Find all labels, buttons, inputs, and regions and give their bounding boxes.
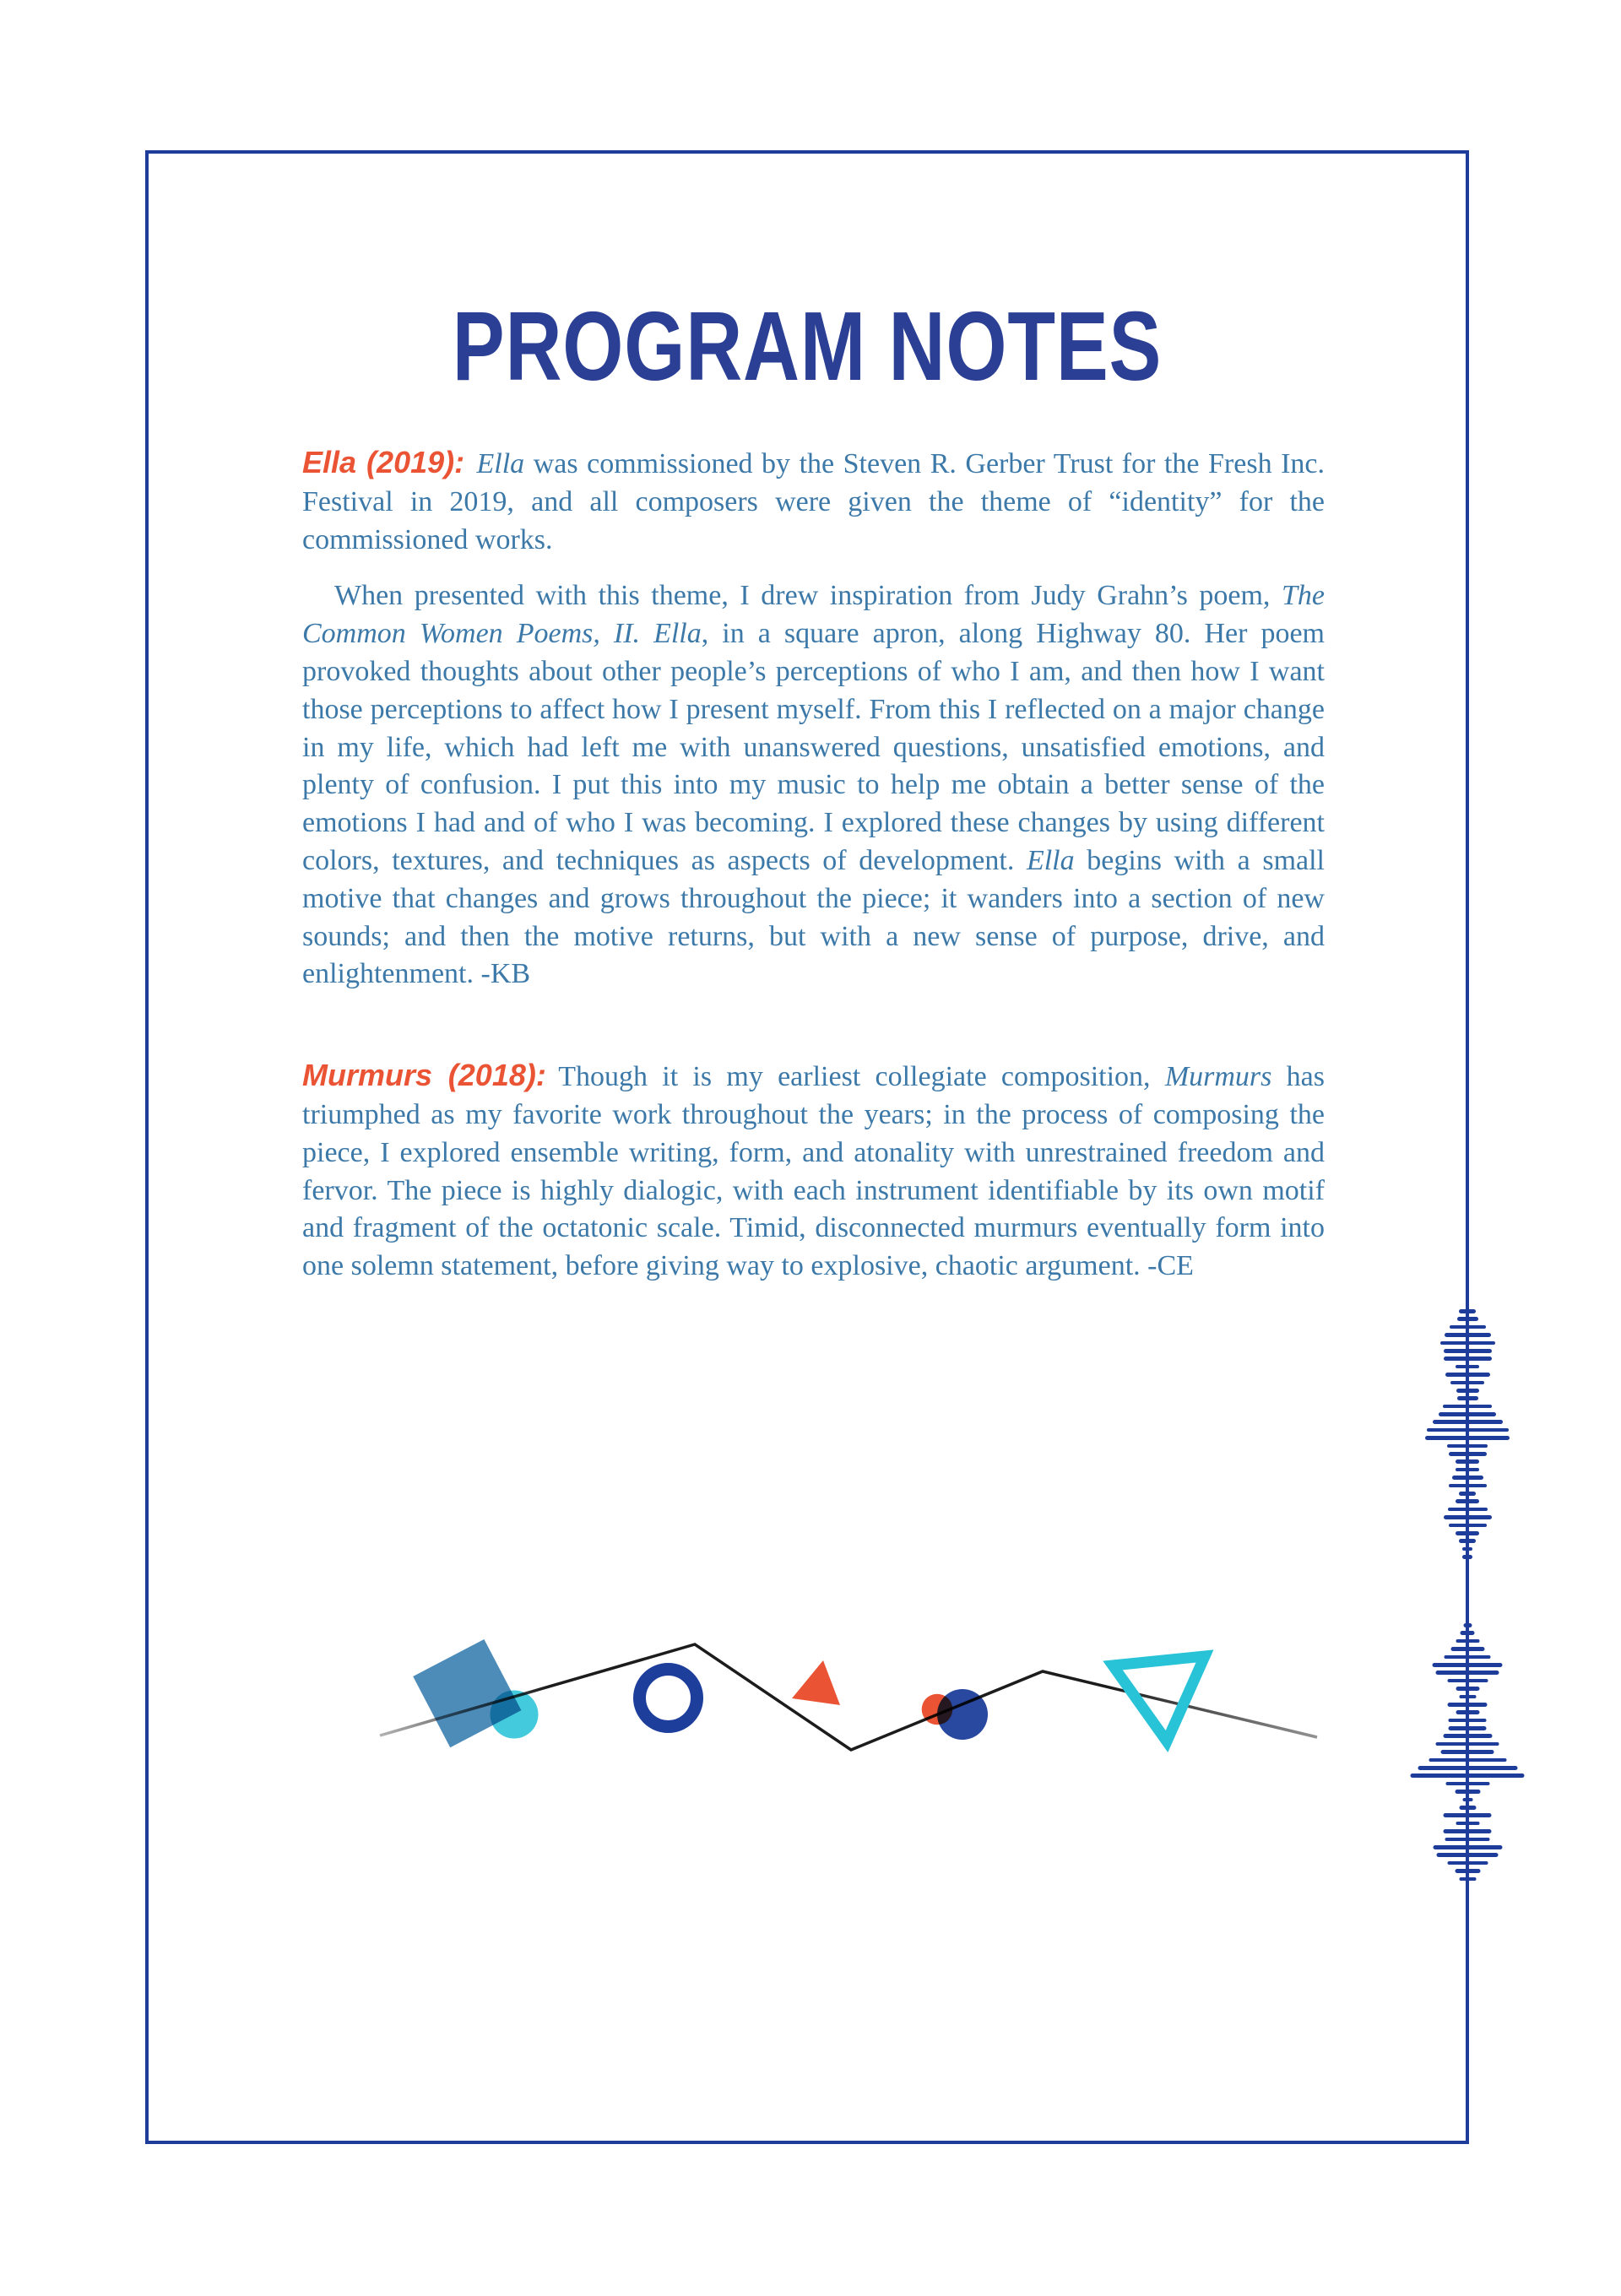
soundwave-bar <box>1436 1671 1499 1675</box>
soundwave-bar <box>1462 1547 1472 1551</box>
soundwave-bar <box>1459 1877 1476 1882</box>
soundwave-bar <box>1456 1365 1479 1369</box>
note-paragraph: When presented with this theme, I drew inspiration from Judy Grahn’s poem, The Common Women Poems, II. Ella, in a square apron, along Highway 80. Her poem provoked thoughts about other people’s perceptions of who I am, and then how I want those perceptions to affect how I present myself. From this I reflected on a major change in my life, which had left me with unanswered questions, unsatisfied emotions, and plenty of confusion. I put this into my music to help me obtain a better sense of the emotions I had and of who I was becoming. I explored these changes by using different colors, textures, and techniques as aspects of development. Ella begins with a small motive that changes and grows throughout the piece; it wanders into a section of new sounds; and then the motive returns, but with a new sense of purpose, drive, and enlightenment. -KB <box>302 580 1325 990</box>
soundwave-bar <box>1456 1459 1479 1464</box>
soundwave-bar <box>1427 1428 1509 1432</box>
soundwave-bar <box>1449 1452 1487 1456</box>
soundwave-bar <box>1441 1750 1494 1754</box>
soundwave-bar <box>1456 1499 1479 1503</box>
soundwave-bar <box>1449 1484 1487 1488</box>
note-entry-murmurs <box>302 1057 1325 1286</box>
soundwave-bar <box>1440 1341 1495 1346</box>
soundwave-bar <box>1456 1639 1479 1643</box>
soundwave-bar <box>1444 1515 1492 1519</box>
soundwave-bar <box>1450 1381 1484 1385</box>
soundwave-bar <box>1445 1782 1489 1786</box>
shape-triangle-orange <box>792 1660 840 1705</box>
soundwave-bar <box>1447 1861 1488 1866</box>
geometric-shapes-artwork <box>355 1608 1368 1844</box>
soundwave-bar <box>1459 1539 1476 1543</box>
soundwave-bar <box>1462 1555 1472 1559</box>
soundwave-bar <box>1447 1679 1488 1683</box>
soundwave-bar <box>1463 1623 1472 1627</box>
soundwave-bar <box>1447 1444 1488 1449</box>
soundwave-bar <box>1425 1436 1510 1440</box>
soundwave-bar <box>1459 1309 1476 1313</box>
page-title: PROGRAM NOTES <box>452 291 1163 401</box>
soundwave-bar <box>1456 1531 1479 1535</box>
note-text: Though it is my earliest collegiate composition, Murmurs has triumphed as my favorite work throughout the years; in the process of composing the piece, I explored ensemble writing, form, and atonality with unrestrained freedom and fervor. The piece is highly dialogic, with each instrument identifiable by its own motif and fragment of the octatonic scale. Timid, disconnected murmurs eventually form into one solemn statement, before giving way to explosive, chaotic argument. -CE <box>302 1061 1325 1282</box>
soundwave-bar <box>1433 1663 1503 1667</box>
soundwave-bar <box>1433 1420 1503 1424</box>
soundwave-bar <box>1436 1742 1499 1746</box>
soundwave-bar <box>1411 1773 1525 1778</box>
soundwave-bar <box>1462 1798 1472 1802</box>
soundwave-bar <box>1456 1389 1479 1393</box>
soundwave-bar <box>1459 1806 1476 1810</box>
shape-ring-navy <box>640 1670 697 1727</box>
soundwave-bar <box>1456 1710 1479 1714</box>
soundwave-bar <box>1437 1853 1499 1857</box>
work-title-label: Ella (2019): <box>302 445 465 479</box>
soundwave-bar <box>1445 1655 1491 1660</box>
soundwave-bar <box>1444 1829 1492 1833</box>
soundwave-bar <box>1448 1703 1488 1707</box>
soundwave-bar <box>1450 1325 1486 1329</box>
soundwave-bar <box>1433 1845 1502 1849</box>
soundwave-bar <box>1456 1468 1479 1472</box>
soundwave-bar <box>1445 1333 1491 1337</box>
soundwave-bar <box>1456 1822 1479 1826</box>
soundwave-bar <box>1439 1412 1496 1416</box>
program-notes-content <box>302 444 1325 1286</box>
soundwave-bar <box>1443 1734 1492 1738</box>
work-title-label: Murmurs (2018): <box>302 1058 546 1093</box>
soundwave-bar <box>1455 1869 1480 1873</box>
soundwave-bar <box>1456 1687 1479 1691</box>
soundwave-bar <box>1455 1790 1480 1794</box>
soundwave-icon <box>1411 1623 1525 1881</box>
soundwave-bar <box>1457 1317 1478 1321</box>
note-paragraph <box>302 1057 1325 1286</box>
soundwave-bar <box>1429 1758 1506 1763</box>
soundwave-bar <box>1449 1726 1487 1730</box>
soundwave-bar <box>1459 1695 1476 1699</box>
soundwave-bar <box>1444 1813 1492 1817</box>
soundwave-bar <box>1457 1396 1478 1400</box>
soundwave-bar <box>1449 1524 1487 1528</box>
note-paragraph <box>302 444 1325 559</box>
soundwave-bar <box>1459 1492 1476 1496</box>
note-entry-ella <box>302 444 1325 994</box>
soundwave-bar <box>1449 1719 1487 1723</box>
soundwave-bar <box>1443 1405 1492 1409</box>
soundwave-bar <box>1444 1349 1492 1353</box>
soundwave-bar <box>1450 1647 1484 1651</box>
soundwave-bar <box>1452 1476 1483 1480</box>
note-text: Ella was commissioned by the Steven R. Gerber Trust for the Fresh Inc. Festival in 2019, and all composers were given the theme of “identity” for the commissioned works. <box>302 448 1326 555</box>
soundwave-bar <box>1445 1838 1490 1842</box>
soundwave-bar <box>1418 1766 1517 1770</box>
soundwave-bar <box>1448 1508 1488 1512</box>
soundwave-bar <box>1445 1373 1490 1377</box>
soundwave-bar <box>1461 1631 1475 1635</box>
soundwave-bar <box>1444 1356 1492 1361</box>
soundwave-icon <box>1425 1309 1510 1559</box>
